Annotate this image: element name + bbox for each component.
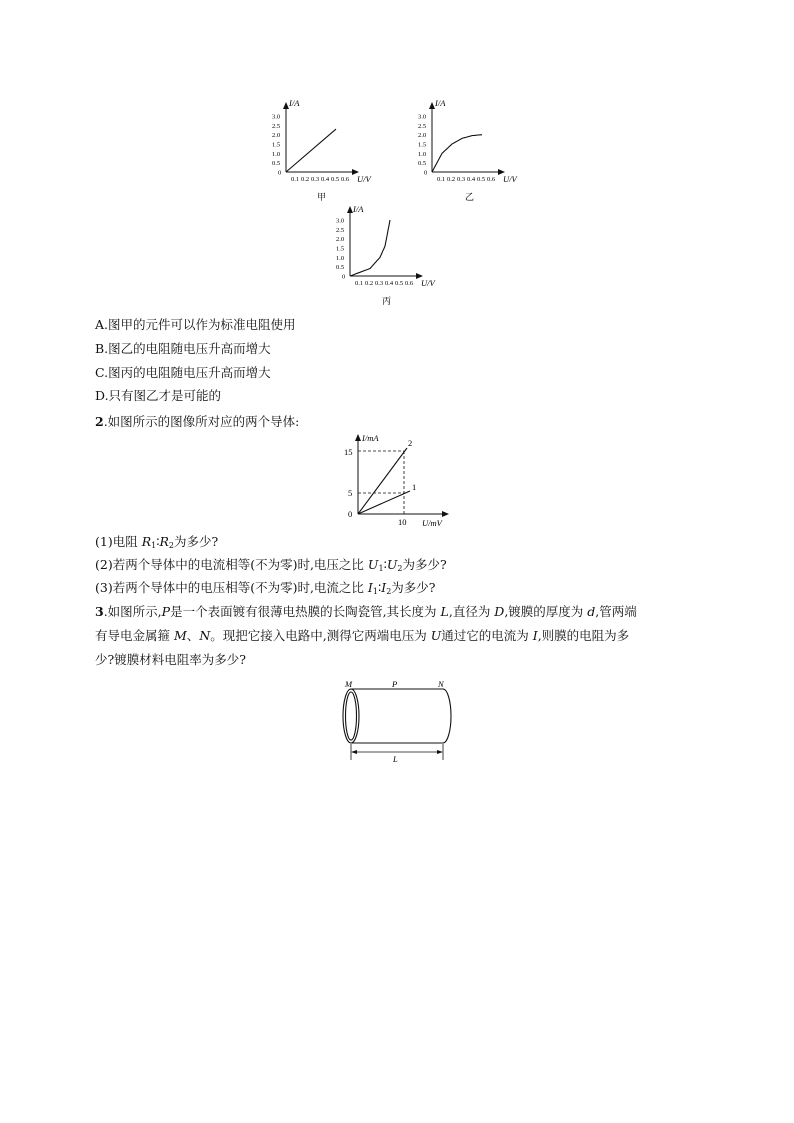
bing-curve [350,220,390,276]
q2-p2-text: (2)若两个导体中的电流相等(不为零)时,电压之比 [95,557,368,572]
tube-label-p: P [392,679,398,689]
graph-bing [326,200,456,310]
q2-p1-sub2: 2 [168,541,174,550]
q2-stem-text: .如图所示的图像所对应的两个导体: [103,414,300,429]
yi-yticks [418,114,427,177]
q2-p2-sub2: 2 [397,564,403,573]
q2-p2-sub1: 1 [378,564,384,573]
q2-line-2 [358,448,407,514]
jia-caption: 甲 [317,192,327,202]
q2-p3-i2: I [381,580,387,595]
bing-axes [350,210,418,276]
jia-curve [286,129,336,172]
tube-figure [330,676,470,766]
bing-xtick: 0.1 [355,280,364,287]
option-b: B.图乙的电阻随电压升高而增大 [95,341,271,356]
q2-p3-sub1: 1 [372,587,378,596]
q2-ytick-15: 15 [344,447,353,457]
q2-xtick-10: 10 [398,517,407,527]
jia-xtick: 0.4 [321,176,330,183]
bing-xticks [355,280,414,287]
q3-line-2 [95,628,629,644]
tube-label-m: M [345,679,353,689]
bing-caption: 丙 [382,296,392,306]
tube-label-l: L [393,754,398,764]
q3-i: I [532,628,538,643]
q3-m: M [173,628,187,643]
q2-p2-u2: U [386,557,398,572]
q2-number: 2 [95,414,104,429]
jia-ytick: 1.0 [272,150,281,158]
yi-xtick: 0.4 [467,176,476,183]
q2-line-1 [358,491,410,514]
bing-ytick: 1.5 [336,245,345,253]
graph-yi [408,96,538,206]
bing-xtick: 0.4 [385,280,394,287]
q3-d: D [494,604,505,619]
q2-p3-text: (3)若两个导体中的电压相等(不为零)时,电流之比 [95,580,368,595]
jia-xtick: 0.5 [331,176,340,183]
q3-s10: ,则膜的电阻为多 [537,628,630,643]
q3-l: L [440,604,449,619]
q3-number: 3 [95,604,104,619]
q2-p2-colon: ∶ [383,557,387,572]
jia-ytick: 0 [278,169,282,177]
yi-axes [432,106,500,172]
yi-ylabel: I/A [435,98,446,108]
q2-line-2-label: 2 [408,438,413,448]
jia-ytick: 2.5 [272,122,281,130]
yi-ytick: 3.0 [418,113,427,121]
q2-part-1 [95,534,218,550]
q2-xlabel: U/mV [422,518,442,528]
q2-p3-tail: 为多少? [391,580,436,595]
jia-xtick: 0.6 [341,176,350,183]
q2-p1-text: (1)电阻 [95,534,142,549]
q3-s2: 是一个表面镀有很薄电热膜的长陶瓷管,其长度为 [170,604,441,619]
jia-ytick: 0.5 [272,160,281,168]
jia-xtick: 0.1 [291,176,300,183]
q3-s1: .如图所示, [103,604,162,619]
q2-p2-u1: U [367,557,379,572]
q2-p3-i1: I [367,580,373,595]
yi-caption: 乙 [465,192,475,202]
bing-xtick: 0.3 [375,280,384,287]
yi-curve [432,135,482,172]
q3-line-3: 少?镀膜材料电阻率为多少? [95,652,246,667]
tube-dim-arrow-left [351,750,357,754]
jia-ytick: 2.0 [272,132,281,140]
q3-s4: ,镀膜的厚度为 [504,604,588,619]
tube-dim-arrow-right [437,750,443,754]
q2-p1-r1: R [141,534,152,549]
bing-xlabel: U/V [421,278,435,288]
yi-ytick: 0.5 [418,160,427,168]
q2-part-2 [95,557,447,573]
yi-xtick: 0.3 [457,176,466,183]
bing-ytick: 1.0 [336,254,345,262]
q3-line-1 [95,604,637,620]
bing-ytick: 0 [342,273,346,281]
q2-p1-sub1: 1 [151,541,157,550]
yi-ytick: 1.5 [418,141,427,149]
q2-axes [358,438,446,514]
jia-ylabel: I/A [289,98,300,108]
bing-xtick: 0.2 [365,280,374,287]
q2-p2-tail: 为多少? [402,557,447,572]
q3-p: P [161,604,171,619]
graph-q2 [334,426,464,530]
graph-jia [262,96,392,206]
tube-body [343,689,451,743]
q2-p3-colon: ∶ [377,580,382,595]
tube-label-n: N [438,679,444,689]
jia-ytick: 1.5 [272,141,281,149]
yi-ytick: 1.0 [418,150,427,158]
jia-xtick: 0.3 [311,176,320,183]
bing-ytick: 3.0 [336,217,345,225]
q2-part-3 [95,580,435,596]
jia-yticks [272,114,281,177]
yi-ytick: 2.5 [418,122,427,130]
bing-ytick: 2.5 [336,226,345,234]
jia-xtick: 0.2 [301,176,310,183]
option-d: D.只有图乙才是可能的 [95,388,222,403]
yi-xtick: 0.2 [447,176,456,183]
q3-dd: d [587,604,596,619]
bing-ylabel: I/A [353,204,364,214]
yi-ytick: 0 [424,169,428,177]
q3-s6: 有导电金属箍 [95,628,174,643]
q3-s9: 通过它的电流为 [441,628,533,643]
q3-s8: 。现把它接入电路中,测得它两端电压为 [210,628,431,643]
q2-p1-colon: ∶ [156,534,160,549]
q3-n: N [199,628,211,643]
q2-ylabel: I/mA [362,433,379,443]
bing-xtick: 0.6 [405,280,414,287]
jia-ytick: 3.0 [272,113,281,121]
yi-xtick: 0.5 [477,176,486,183]
bing-yticks [336,218,345,281]
bing-ytick: 0.5 [336,264,345,272]
q3-u: U [430,628,442,643]
q2-p3-sub2: 2 [386,587,392,596]
q2-ytick-5: 5 [348,488,353,498]
option-a: A.图甲的元件可以作为标准电阻使用 [95,317,296,332]
yi-xtick: 0.6 [487,176,496,183]
jia-axes [286,106,354,172]
q2-line-1-label: 1 [412,482,417,492]
yi-xlabel: U/V [503,174,517,184]
q3-s3: ,直径为 [448,604,495,619]
q2-stem [95,414,299,430]
yi-xticks [437,176,496,183]
q2-ytick-0: 0 [348,509,353,519]
q3-s5: ,管两端 [595,604,637,619]
q2-p1-r2: R [159,534,169,549]
q2-y-arrow [355,434,361,441]
q2-x-arrow [442,511,449,517]
yi-xtick: 0.1 [437,176,446,183]
jia-xlabel: U/V [357,174,371,184]
yi-ytick: 2.0 [418,132,427,140]
jia-xticks [291,176,350,183]
q2-p1-tail: 为多少? [173,534,219,549]
bing-xtick: 0.5 [395,280,404,287]
option-c: C.图丙的电阻随电压升高而增大 [95,365,271,380]
q3-s7: 、 [186,628,200,643]
bing-ytick: 2.0 [336,236,345,244]
